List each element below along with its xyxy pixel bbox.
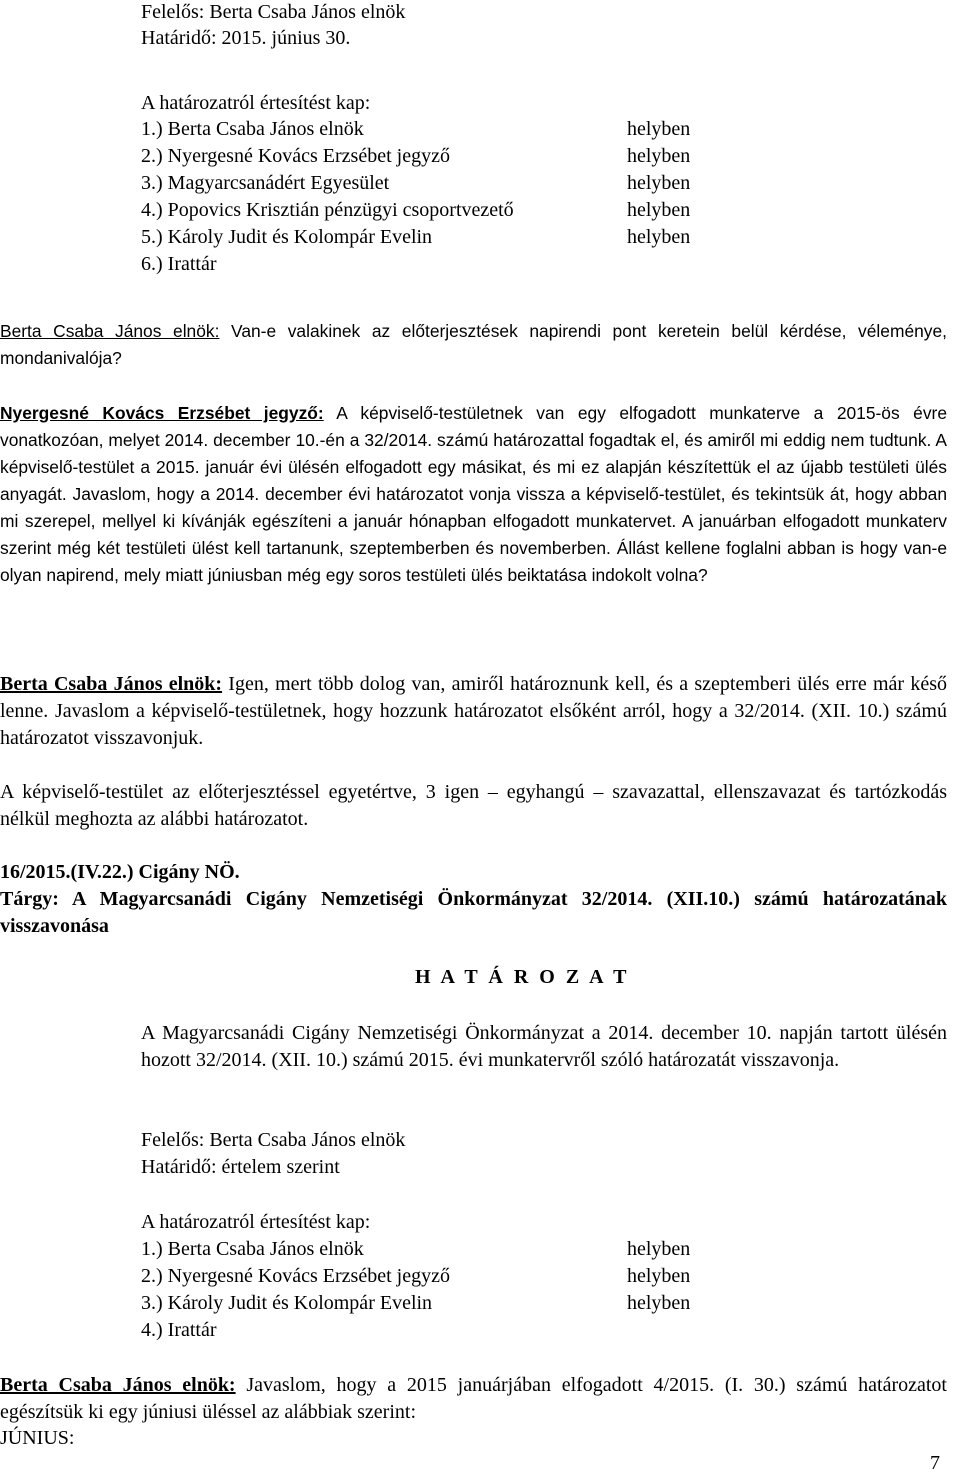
notify-title: A határozatról értesítést kap: [141, 92, 371, 114]
list-item [141, 251, 217, 277]
paragraph-text: Igen, mert több dolog van, amiről határoznunk kell, és a szeptemberi ülés erre már késő lenne. Javaslom a képviselő-testületnek, hogy hozzunk határozatot elsőként arról, hogy a 32/2014. (XII. 10.) számú határozatot visszavonjuk. [0, 673, 947, 749]
list-item [141, 197, 514, 223]
paragraph-1 [0, 318, 947, 372]
list-item [141, 1317, 217, 1343]
paragraph-text: Van-e valakinek az előterjesztések napirendi pont keretein belül kérdése, véleménye, mondanivalója? [0, 321, 947, 368]
recipient-name: 6.) Irattár [141, 253, 217, 275]
page-number: 7 [930, 1452, 940, 1474]
resolution-number: 16/2015.(IV.22.) Cigány NÖ. [0, 861, 240, 883]
list-item [141, 116, 364, 142]
resolution-body: A Magyarcsanádi Cigány Nemzetiségi Önkormányzat a 2014. december 10. napján tartott ülésén hozott 32/2014. (XII. 10.) számú 2015. évi munkatervről szóló határozatát visszavonja. [141, 1022, 947, 1071]
speaker-label: Berta Csaba János elnök: [0, 321, 220, 341]
recipient-name: 2.) Nyergesné Kovács Erzsébet jegyző [141, 145, 450, 167]
paragraph-text: A képviselő-testületnek van egy elfogadott munkaterve a 2015-ös évre vonatkozóan, melyet 2014. december 10.-én a 32/2014. számú határozattal fogadtak el, és amiről mi eddig nem tudtunk. A képviselő-testület a 2015. január évi ülésén elfogadott egy másikat, és mi ez alapján készítettük el az újabb testületi ülés anyagát. Javaslom, hogy a 2014. december évi határozatot vonja vissza a képviselő-testület, és tekintsük át, hogy abban mi szerepel, mellyel ki kívánják egészíteni a január hónapban elfogadott munkatervet. A januárban elfogadott munkaterv szerint még két testületi ülést kell tartanunk, szeptemberben és novemberben. Állást kellene foglalni abban is hogy van-e olyan napirend, mely miatt júniusban még egy soros testületi ülés beiktatása indokolt volna? [0, 403, 947, 585]
recipient-name: 5.) Károly Judit és Kolompár Evelin [141, 226, 433, 248]
recipient-place: helyben [627, 226, 691, 248]
resolution-subject: Tárgy: A Magyarcsanádi Cigány Nemzetiségi Önkormányzat 32/2014. (XII.10.) számú határozatának visszavonása [0, 888, 947, 937]
recipient-place: helyben [627, 1292, 691, 1314]
recipient-place: helyben [627, 1265, 691, 1287]
list-item [141, 1236, 364, 1262]
responsible-line: Felelős: Berta Csaba János elnök [141, 1, 406, 23]
paragraph-text: Javaslom, hogy a 2015 januárjában elfogadott 4/2015. (I. 30.) számú határozatot egészítsük ki egy júniusi üléssel az alábbiak szerint: [0, 1374, 947, 1423]
resolution-responsible: Felelős: Berta Csaba János elnök [141, 1129, 406, 1151]
june-label: JÚNIUS: [0, 1427, 75, 1449]
recipient-place: helyben [627, 172, 691, 194]
recipient-place: helyben [627, 145, 691, 167]
list-item [141, 1290, 432, 1316]
recipient-place: helyben [627, 199, 691, 221]
recipient-name: 1.) Berta Csaba János elnök [141, 118, 364, 140]
list-item [141, 170, 389, 196]
list-item [141, 143, 450, 169]
speaker-label: Berta Csaba János elnök: [0, 673, 223, 695]
speaker-label: Berta Csaba János elnök: [0, 1374, 236, 1396]
deadline-line: Határidő: 2015. június 30. [141, 27, 351, 49]
paragraph-5 [0, 1372, 947, 1426]
recipient-name: 3.) Magyarcsanádért Egyesület [141, 172, 390, 194]
paragraph-3 [0, 671, 947, 752]
resolution-deadline: Határidő: értelem szerint [141, 1156, 340, 1178]
resolution-notify-title: A határozatról értesítést kap: [141, 1211, 371, 1233]
recipient-name: 4.) Popovics Krisztián pénzügyi csoportvezető [141, 199, 514, 221]
list-item [141, 224, 432, 250]
recipient-name: 3.) Károly Judit és Kolompár Evelin [141, 1292, 433, 1314]
recipient-place: helyben [627, 1238, 691, 1260]
speaker-label: Nyergesné Kovács Erzsébet jegyző: [0, 403, 324, 423]
recipient-place: helyben [627, 118, 691, 140]
resolution-heading: H A T Á R O Z A T [415, 966, 630, 988]
paragraph-text: A képviselő-testület az előterjesztéssel egyetértve, 3 igen – egyhangú – szavazattal, ellenszavazat és tartózkodás nélkül meghozta az alábbi határozatot. [0, 781, 947, 830]
paragraph-2 [0, 400, 947, 589]
list-item [141, 1263, 450, 1289]
recipient-name: 4.) Irattár [141, 1319, 217, 1341]
paragraph-4 [0, 779, 947, 833]
recipient-name: 2.) Nyergesné Kovács Erzsébet jegyző [141, 1265, 450, 1287]
recipient-name: 1.) Berta Csaba János elnök [141, 1238, 364, 1260]
